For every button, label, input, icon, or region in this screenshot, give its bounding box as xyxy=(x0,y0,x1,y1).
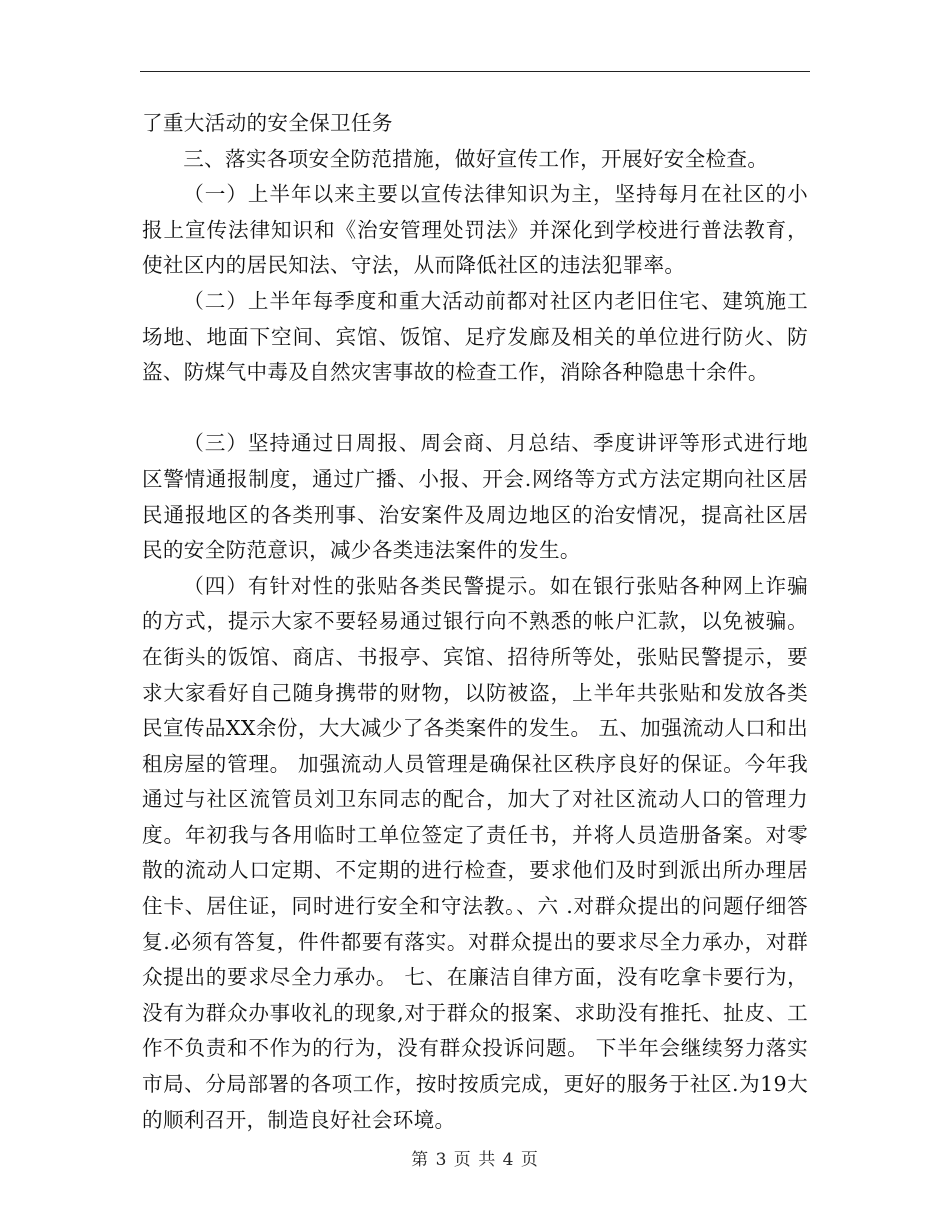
paragraph-item-four: （四）有针对性的张贴各类民警提示。如在银行张贴各种网上诈骗的方式，提示大家不要轻易通过银行向不熟悉的帐户汇款，以免被骗。在街头的饭馆、商店、书报亭、宾馆、招待所等处，张贴民警提示，要求大家看好自己随身携带的财物，以防被盗，上半年共张贴和发放各类民宣传品XX余份，大大减少了各类案件的发生。 五、加强流动人口和出租房屋的管理。 加强流动人员管理是确保社区秩序良好的保证。今年我通过与社区流管员刘卫东同志的配合，加大了对社区流动人口的管理力度。年初我与各用临时工单位签定了责任书，并将人员造册备案。对零散的流动人口定期、不定期的进行检查，要求他们及时到派出所办理居住卡、居住证，同时进行安全和守法教。、六 .对群众提出的问题仔细答复.必须有答复，件件都要有落实。对群众提出的要求尽全力承办，对群众提出的要求尽全力承办。 七、在廉洁自律方面，没有吃拿卡要行为，没有为群众办事收礼的现象,对于群众的报案、求助没有推托、扯皮、工作不负责和不作为的行为，没有群众投诉问题。 下半年会继续努力落实市局、分局部署的各项工作，按时按质完成，更好的服务于社区.为19大的顺利召开，制造良好社会环境。 xyxy=(142,573,808,1132)
paragraph-item-one: （一）上半年以来主要以宣传法律知识为主，坚持每月在社区的小报上宣传法律知识和《治安管理处罚法》并深化到学校进行普法教育，使社区内的居民知法、守法，从而降低社区的违法犯罪率。 xyxy=(142,182,808,278)
header-rule xyxy=(140,71,810,72)
paragraph-continuation: 了重大活动的安全保卫任务 xyxy=(142,111,393,135)
paragraph-section-three-heading: 三、落实各项安全防范措施，做好宣传工作，开展好安全检查。 xyxy=(183,146,769,171)
document-body xyxy=(142,106,808,1138)
paragraph-item-two: （二）上半年每季度和重大活动前都对社区内老旧住宅、建筑施工场地、地面下空间、宾馆、饭馆、足疗发廊及相关的单位进行防火、防盗、防煤气中毒及自然灾害事故的检查工作，消除各种隐患十余件。 xyxy=(142,288,808,385)
paragraph-item-three: （三）坚持通过日周报、周会商、月总结、季度讲评等形式进行地区警情通报制度，通过广播、小报、开会.网络等方式方法定期向社区居民通报地区的各类刑事、治安案件及周边地区的治安情况，提高社区居民的安全防范意识，减少各类违法案件的发生。 xyxy=(142,431,808,563)
blank-line xyxy=(142,391,808,427)
page-footer: 第 3 页 共 4 页 xyxy=(411,1150,539,1170)
